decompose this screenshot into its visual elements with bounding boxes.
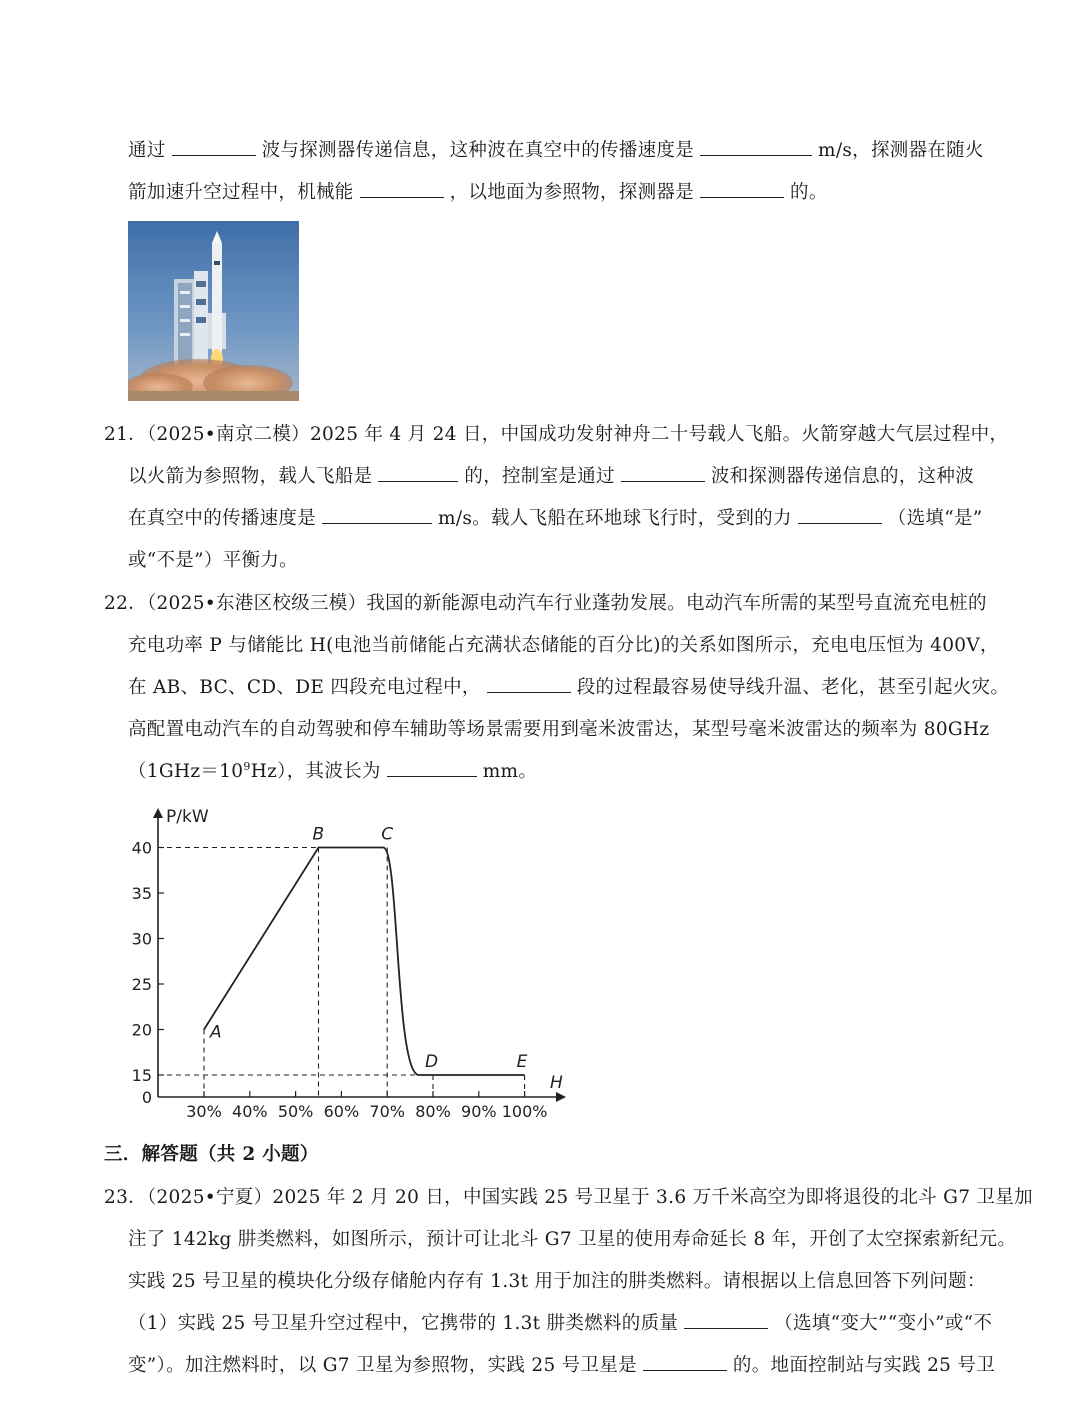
text: m/s，探测器在随火 xyxy=(818,140,984,161)
text: （选填“是” xyxy=(887,508,983,529)
point-label-E: E xyxy=(516,1052,528,1072)
text: m/s。载人飞船在环地球飞行时，受到的力 xyxy=(438,508,792,529)
answer-blank[interactable] xyxy=(172,137,256,156)
text: ，以地面为参照物，探测器是 xyxy=(449,182,695,203)
q23-line-4 xyxy=(104,1303,993,1345)
answer-blank[interactable] xyxy=(378,463,458,482)
text: 变”）。加注燃料时，以 G7 卫星为参照物，实践 25 号卫星是 xyxy=(128,1355,637,1376)
q22-line-1: 22．（2025•东港区校级三模）我国的新能源电动汽车行业蓬勃发展。电动汽车所需的某型号直流充电桩的 xyxy=(104,593,987,614)
x-tick-label: 40% xyxy=(232,1102,268,1121)
x-tick-label: 100% xyxy=(501,1102,548,1121)
y-axis-label: P/kW xyxy=(166,807,209,827)
y-tick-label: 0 xyxy=(141,1088,152,1107)
x-tick-label: 70% xyxy=(369,1102,405,1121)
text: 段的过程最容易使导线升温、老化，甚至引起火灾。 xyxy=(576,677,1010,698)
text: 的。 xyxy=(790,182,828,203)
q22-line-4: 高配置电动汽车的自动驾驶和停车辅助等场景需要用到毫米波雷达，某型号毫米波雷达的频率为 80GHz xyxy=(128,719,990,740)
power-vs-storage-chart xyxy=(120,800,580,1130)
answer-blank[interactable] xyxy=(360,179,444,198)
superscript: 9 xyxy=(243,759,251,773)
text: mm。 xyxy=(482,761,538,782)
text: （1）实践 25 号卫星升空过程中，它携带的 1.3t 肼类燃料的质量 xyxy=(128,1313,679,1334)
y-tick-label: 40 xyxy=(131,838,152,858)
answer-blank[interactable] xyxy=(621,463,705,482)
q20-line-2 xyxy=(104,172,984,214)
answer-blank[interactable] xyxy=(684,1310,768,1329)
answer-blank[interactable] xyxy=(700,137,812,156)
q23-line-1: 23．（2025•宁夏）2025 年 2 月 20 日，中国实践 25 号卫星于 3.6 万千米高空为即将退役的北斗 G7 卫星加 xyxy=(104,1187,1033,1208)
y-axis-arrow xyxy=(153,808,163,818)
text: Hz），其波长为 xyxy=(250,761,381,782)
q21-line-3 xyxy=(104,498,984,540)
text: 的。地面控制站与实践 25 号卫 xyxy=(732,1355,996,1376)
x-tick-label: 50% xyxy=(277,1102,314,1121)
section-3-heading: 三．解答题（共 2 小题） xyxy=(104,1144,319,1165)
q20-continuation xyxy=(104,130,984,214)
text: 波和探测器传递信息的，这种波 xyxy=(710,466,975,487)
text: （选填“变大”“变小”或“不 xyxy=(774,1313,993,1334)
text: 通过 xyxy=(128,140,166,161)
q23-line-2: 注了 142kg 肼类燃料，如图所示，预计可让北斗 G7 卫星的使用寿命延长 8 年，开创了太空探索新纪元。 xyxy=(128,1229,1017,1250)
q21-line-1: 21．（2025•南京二模）2025 年 4 月 24 日，中国成功发射神舟二十号载人飞船。火箭穿越大气层过程中， xyxy=(104,424,1009,445)
rocket-launch-photo xyxy=(128,221,299,401)
x-tick-label: 80% xyxy=(415,1102,451,1121)
q21-line-4: 或“不是”）平衡力。 xyxy=(128,550,298,571)
chart-svg xyxy=(120,800,580,1130)
q20-line-1 xyxy=(104,130,984,172)
section-3-heading-block xyxy=(104,1134,984,1176)
y-tick-label: 15 xyxy=(131,1066,152,1085)
text: 在 AB、BC、CD、DE 四段充电过程中， xyxy=(128,677,481,698)
y-tick-label: 25 xyxy=(131,975,152,994)
q22-line-5 xyxy=(104,751,984,793)
y-tick-label: 35 xyxy=(131,884,152,903)
text: 以火箭为参照物，载人飞船是 xyxy=(128,466,373,487)
x-axis-arrow xyxy=(556,1092,566,1102)
text: 箭加速升空过程中，机械能 xyxy=(128,182,354,203)
answer-blank[interactable] xyxy=(643,1352,727,1371)
point-label-B: B xyxy=(312,824,325,845)
q23-line-3: 实践 25 号卫星的模块化分级存储舱内存有 1.3t 用于加注的肼类燃料。请根据以上信息回答下列问题： xyxy=(128,1271,986,1292)
answer-blank[interactable] xyxy=(387,758,477,777)
answer-blank[interactable] xyxy=(487,674,571,693)
q21-line-2 xyxy=(104,456,984,498)
x-tick-label: 60% xyxy=(323,1102,360,1121)
x-tick-label: 30% xyxy=(186,1102,222,1121)
y-tick-label: 20 xyxy=(131,1020,152,1040)
point-label-D: D xyxy=(425,1052,439,1072)
text: 在真空中的传播速度是 xyxy=(128,508,317,529)
question-21 xyxy=(104,414,1009,582)
x-tick-label: 90% xyxy=(461,1102,497,1121)
point-label-C: C xyxy=(381,824,394,845)
question-23 xyxy=(104,1177,1033,1387)
q22-line-3 xyxy=(104,667,1010,709)
power-curve xyxy=(204,848,525,1076)
answer-blank[interactable] xyxy=(322,505,432,524)
q22-line-2: 充电功率 P 与储能比 H(电池当前储能占充满状态储能的百分比)的关系如图所示，充电电压恒为 400V， xyxy=(128,635,999,656)
answer-blank[interactable] xyxy=(798,505,882,524)
question-22 xyxy=(104,583,1010,793)
text: （1GHz＝10 xyxy=(128,761,244,782)
answer-blank[interactable] xyxy=(700,179,784,198)
text: 的，控制室是通过 xyxy=(464,466,615,487)
text: 波与探测器传递信息，这种波在真空中的传播速度是 xyxy=(261,140,695,161)
point-label-A: A xyxy=(210,1022,222,1043)
q23-line-5 xyxy=(104,1345,996,1387)
x-axis-label: H xyxy=(550,1073,563,1093)
y-tick-label: 30 xyxy=(131,929,152,949)
